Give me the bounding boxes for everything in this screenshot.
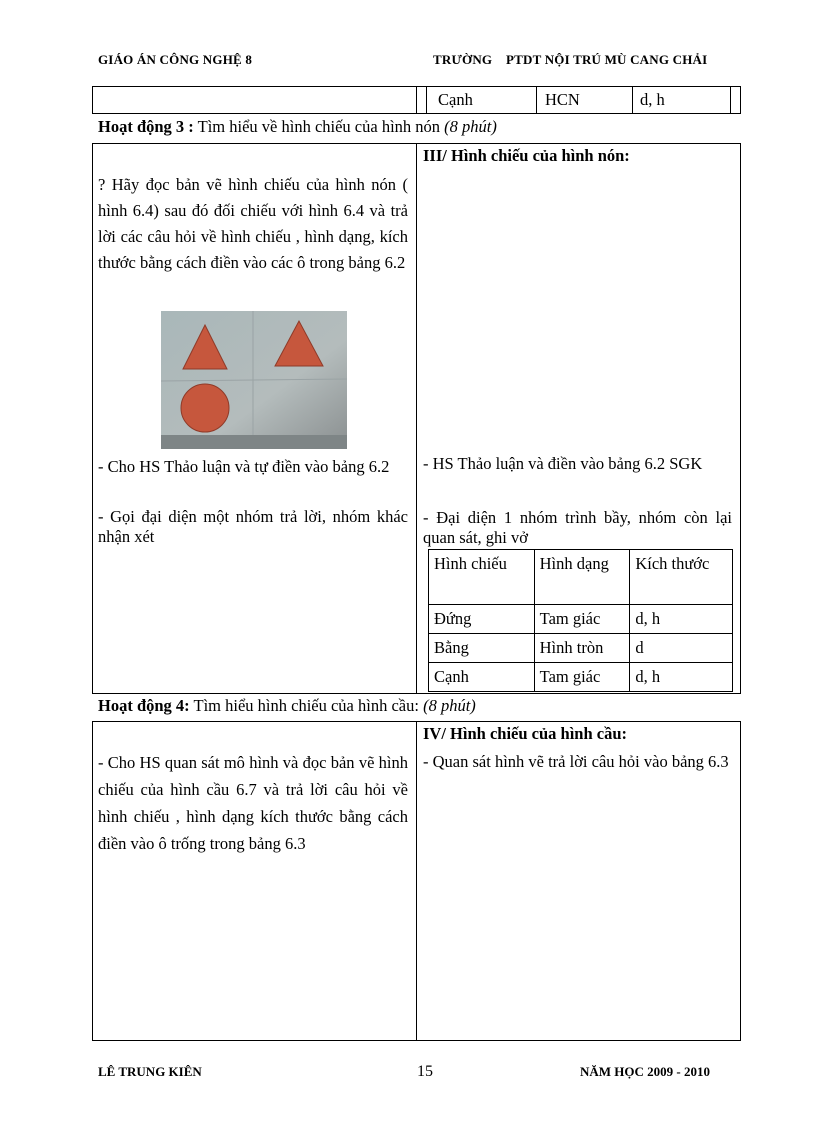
activity4-right-text: - Quan sát hình vẽ trả lời câu hỏi vào bảng 6.3 <box>423 752 729 771</box>
table-header: Hình dạng <box>534 550 630 605</box>
activity4-title: Hoạt động 4: <box>98 696 190 715</box>
activity4-title-line <box>98 696 476 716</box>
activity3-title-line <box>98 117 497 137</box>
top-row-cell-3: d, h <box>640 90 665 109</box>
table-cell: d <box>630 634 733 663</box>
table-row <box>429 663 733 692</box>
table-header: Kích thước <box>630 550 733 605</box>
top-row-cell-1: Cạnh <box>438 90 473 109</box>
activity3-desc: Tìm hiểu về hình chiếu của hình nón <box>193 117 445 136</box>
activity3-task1: - Cho HS Thảo luận và tự điền vào bảng 6.2 <box>98 457 390 476</box>
table-cell: Bằng <box>429 634 535 663</box>
top-view-circle <box>181 384 229 432</box>
activity3-right-task2: - Đại diện 1 nhóm trình bầy, nhóm còn lại quan sát, ghi vở <box>423 508 732 547</box>
page-number: 15 <box>417 1063 433 1080</box>
table-cell: Tam giác <box>534 663 630 692</box>
table-cell: d, h <box>630 663 733 692</box>
table-cell: Cạnh <box>429 663 535 692</box>
footer-school-year: NĂM HỌC 2009 - 2010 <box>580 1064 710 1079</box>
table-cell: d, h <box>630 605 733 634</box>
activity4-left-text: - Cho HS quan sát mô hình và đọc bản vẽ hình chiếu của hình cầu 6.7 và trả lời câu hỏi về hình chiếu , hình dạng kích thước bằng cách điền vào ô trống trong bảng 6.3 <box>98 753 408 853</box>
activity3-task2: - Gọi đại diện một nhóm trả lời, nhóm khác nhận xét <box>98 507 408 546</box>
activity3-heading: III/ Hình chiếu của hình nón: <box>423 146 630 165</box>
activity4-heading: IV/ Hình chiếu của hình cầu: <box>423 724 628 743</box>
activity4-time: (8 phút) <box>423 696 476 715</box>
table-header-row <box>429 550 733 605</box>
header-right: TRƯỜNG PTDT NỘI TRÚ MÙ CANG CHẢI <box>433 52 708 67</box>
activity3-right-task1: - HS Thảo luận và điền vào bảng 6.2 SGK <box>423 454 703 473</box>
activity3-question: ? Hãy đọc bản vẽ hình chiếu của hình nón ( hình 6.4) sau đó đối chiếu với hình 6.4 và trả lời các câu hỏi về hình chiếu , hình dạng, kích thước bằng cách điền vào các ô trong bảng 6.2 <box>98 175 408 272</box>
header-left: GIÁO ÁN CÔNG NGHỆ 8 <box>98 52 253 67</box>
table-6-2 <box>428 549 733 692</box>
table-cell: Tam giác <box>534 605 630 634</box>
table-row <box>429 605 733 634</box>
table-cell: Hình tròn <box>534 634 630 663</box>
top-row-cell-2: HCN <box>545 90 580 109</box>
cone-projection-photo <box>161 311 347 449</box>
footer-author: LÊ TRUNG KIÊN <box>98 1064 202 1079</box>
table-header: Hình chiếu <box>429 550 535 605</box>
activity4-desc: Tìm hiểu hình chiếu của hình cầu: <box>189 696 424 715</box>
table-row <box>429 634 733 663</box>
activity3-time: (8 phút) <box>444 117 497 136</box>
table-cell: Đứng <box>429 605 535 634</box>
activity3-title: Hoạt động 3 : <box>98 117 194 136</box>
